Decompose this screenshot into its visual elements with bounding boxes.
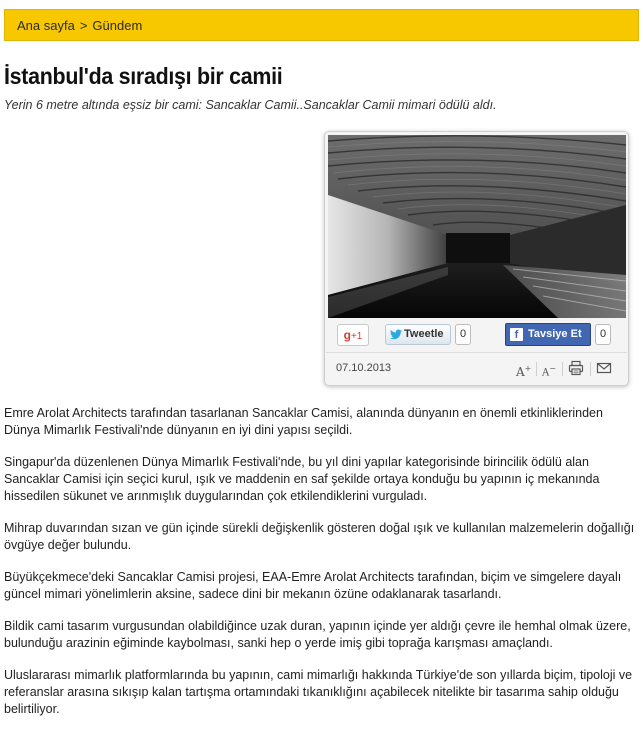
breadcrumb-separator: >	[79, 18, 88, 33]
tool-divider	[536, 362, 537, 376]
twitter-bird-icon	[390, 329, 402, 340]
tool-divider	[590, 362, 591, 376]
font-decrease-mark: −	[549, 364, 556, 373]
font-increase-letter: A	[516, 365, 525, 379]
print-button[interactable]	[568, 360, 586, 378]
font-increase-mark: +	[524, 364, 532, 373]
font-decrease-letter: A	[542, 367, 550, 379]
article-meta-row	[326, 352, 627, 384]
article-paragraph: Büyükçekmece'deki Sancaklar Camisi projesi, EAA-Emre Arolat Architects tarafından, biçim ve simgelere dayalı güncel mimari yönelimlerin aksine, sadece dini bir mekanın özüne odaklanarak tasarlandı.	[4, 570, 622, 601]
mosque-interior-image	[328, 135, 626, 318]
article-date: 07.10.2013	[336, 362, 392, 374]
google-plus-count: +1	[350, 331, 363, 342]
article-photo[interactable]	[328, 135, 626, 318]
article-paragraph: Uluslararası mimarlık platformlarında bu yapının, cami mimarlığı hakkında Türkiye'de son yıllarda biçim, tipoloji ve referanslar arasına sıkışıp kalan tartışma ortamındaki tıkanıklığını açabilecek nitelikte bir tasarıma sahip olduğu belirtiliyor.	[4, 668, 633, 716]
article-title: İstanbul'da sıradışı bir camii	[4, 63, 283, 89]
breadcrumb-home-link[interactable]: Ana sayfa	[17, 18, 75, 33]
facebook-button-label: Tavsiye Et	[528, 328, 582, 340]
tool-divider	[562, 362, 563, 376]
google-plus-button[interactable]	[337, 324, 369, 346]
facebook-icon: f	[510, 328, 523, 341]
email-button[interactable]	[596, 360, 614, 378]
breadcrumb-current-link[interactable]: Gündem	[92, 18, 143, 33]
article-paragraph: Emre Arolat Architects tarafından tasarlanan Sancaklar Camisi, alanında dünyanın en önemli etkinliklerinden Dünya Mimarlık Festivali'nde dünyanın en iyi dini yapısı seçildi.	[4, 406, 603, 437]
article-subtitle: Yerin 6 metre altında eşsiz bir cami: Sancaklar Camii..Sancaklar Camii mimari ödülü aldı.	[4, 98, 497, 112]
font-increase-button[interactable]	[516, 360, 531, 378]
google-plus-icon: g	[343, 328, 351, 342]
article-media-box	[324, 131, 629, 386]
facebook-count: 0	[595, 324, 611, 345]
article-paragraph: Mihrap duvarından sızan ve gün içinde sürekli değişkenlik gösteren doğal ışık ve kullanılan malzemelerin doğallığı övgüye değer bulundu.	[4, 521, 635, 552]
tweet-count: 0	[455, 324, 471, 345]
share-row	[333, 323, 625, 347]
font-decrease-button[interactable]	[542, 360, 556, 378]
article-body	[4, 405, 636, 729]
article-paragraph: Bildik cami tasarım vurgusundan olabildiğince uzak duran, yapının içinde yer aldığı çevre ile hemhal olmak üzere, bulunduğu arazinin eğiminde kaybolması, sanki hep o yerde imiş gibi toprağa karışması amaçlandı.	[4, 619, 631, 650]
breadcrumb	[4, 9, 639, 41]
tweet-button[interactable]	[385, 324, 451, 345]
envelope-icon	[596, 360, 612, 376]
article-paragraph: Singapur'da düzenlenen Dünya Mimarlık Festivali'nde, bu yıl dini yapılar kategorisinde birincilik ödülü alan Sancaklar Camisi için seçici kurul, ışık ve maddenin en saf şekilde ortaya konduğu bu yapının iç mekanında hissedilen sükunet ve arınmışlık duygularından çok etkilendiklerini vurguladı.	[4, 455, 600, 503]
printer-icon	[568, 360, 584, 376]
facebook-recommend-button[interactable]	[505, 323, 591, 346]
tweet-button-label: Tweetle	[404, 328, 444, 340]
